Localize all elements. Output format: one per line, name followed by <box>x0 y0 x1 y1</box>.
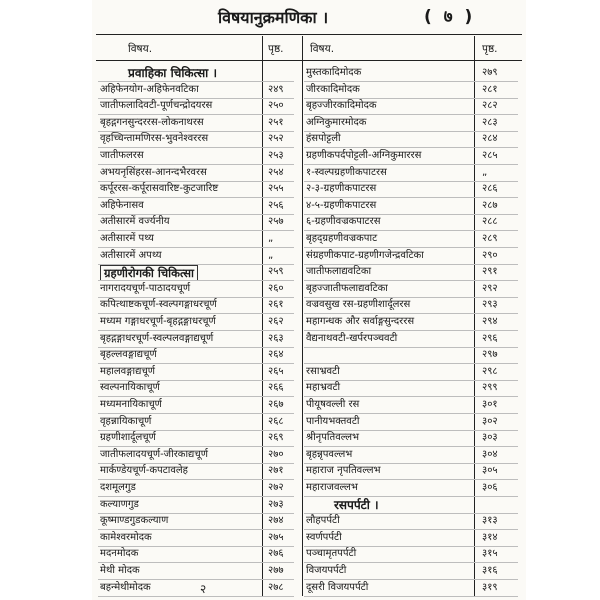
column-heading-subject-right: विषय. <box>310 43 335 55</box>
entry-page-number: २९२ <box>482 282 498 294</box>
row-divider <box>98 596 294 597</box>
entry-page-number: २९० <box>482 249 498 261</box>
entry-title: कपित्थाष्टकचूर्ण-स्वल्पगङ्गाधरचूर्ण <box>100 299 217 311</box>
entry-title: २-३-ग्रहणीकपाटरस <box>306 183 377 195</box>
entry-page-number: ३१९ <box>482 581 498 593</box>
entry-title: मेथी मोदक <box>100 565 140 576</box>
column-heading-page: पृष्ठ. <box>268 43 284 55</box>
entry-page-number: २५९ <box>268 266 284 278</box>
entry-title: अतीसारमें वर्ज्यनीय <box>100 216 170 228</box>
entry-page-number: २७६ <box>268 548 284 560</box>
entry-title: स्वर्णपर्पटी <box>306 531 342 543</box>
entry-page-number: ३०१ <box>482 399 498 410</box>
entry-page-number: „ <box>482 166 488 178</box>
section-heading: रसपर्पटी । <box>334 497 379 512</box>
entry-title: लौहपर्पटी <box>306 515 340 527</box>
entry-page-number: २९१ <box>482 266 498 278</box>
entry-title: अग्निकुमारमोदक <box>306 116 367 128</box>
entry-title: कर्पूररस-कर्पूरासवारिष्ट-कुटजारिष्ट <box>100 183 219 195</box>
entry-title: जातीफलादिवटी-पूर्णचन्द्रोदयरस <box>100 100 213 112</box>
entry-title: रसाभ्रवटी <box>306 365 340 377</box>
entry-title: ग्रहणीकपर्दपोट्टली-अग्निकुमाररस <box>306 150 422 161</box>
entry-page-number: २५१ <box>268 116 284 128</box>
entry-page-number: २६६ <box>268 382 284 394</box>
entry-title: जातीफलरस <box>100 150 144 161</box>
entry-page-number: २६४ <box>268 349 284 361</box>
entry-title: श्रीनृपतिवल्लभ <box>306 432 360 444</box>
entry-title: १-स्वल्पग्रहणीकपाटरस <box>306 166 387 178</box>
entry-page-number: २८५ <box>482 150 498 161</box>
entry-page-number: २७३ <box>268 498 284 510</box>
entry-title: बृहद्गङ्गाधरचूर्ण-स्वल्पलवङ्गाद्यचूर्ण <box>100 332 214 344</box>
entry-title: महाभ्रवटी <box>306 382 341 394</box>
entry-page-number: २६८ <box>268 415 284 427</box>
entry-page-number: २८७ <box>482 199 498 211</box>
entry-title: बृहल्लवङ्गाद्यचूर्ण <box>100 349 157 361</box>
entry-title: पीयूषवल्ली रस <box>306 399 360 410</box>
entry-page-number: २७९ <box>482 67 498 78</box>
entry-title: दशमूलगुड <box>100 482 136 493</box>
entry-page-number: २६० <box>268 282 284 294</box>
entry-page-number: २५५ <box>268 183 284 195</box>
entry-title: वैद्यनाथवटी-खर्परपञ्चवटी <box>306 332 398 344</box>
entry-title: स्वल्पनायिकाचूर्ण <box>100 382 160 394</box>
signature-mark: २ <box>200 582 207 596</box>
row-divider <box>304 596 518 597</box>
entry-title: मध्यमनायिकाचूर्ण <box>100 399 162 410</box>
entry-page-number: २५२ <box>268 133 284 145</box>
entry-page-number: ३१६ <box>482 565 498 576</box>
entry-page-number: २९७ <box>482 349 498 361</box>
entry-page-number: २९३ <box>482 299 498 311</box>
entry-page-number: २५७ <box>268 216 284 228</box>
entry-page-number: २५३ <box>268 150 284 161</box>
column-divider <box>302 36 303 596</box>
entry-title: नागरादयचूर्ण-पाठादयचूर्ण <box>100 282 191 294</box>
entry-page-number: २५४ <box>268 166 284 178</box>
entry-page-number: २५० <box>268 100 284 112</box>
entry-page-number: ३१४ <box>482 531 498 543</box>
entry-page-number: २६३ <box>268 332 284 344</box>
entry-title: पानीयभक्तवटी <box>306 415 360 427</box>
entry-title: मुस्तकादिमोदक <box>306 67 362 78</box>
entry-title: अहिफेनयोग-अहिफेनवटिका <box>100 83 199 95</box>
entry-page-number: २७२ <box>268 482 284 493</box>
entry-page-number: २८६ <box>482 183 498 195</box>
entry-title: अभयनृसिंहरस-आनन्दभैरवरस <box>100 166 207 178</box>
entry-page-number: २८९ <box>482 233 498 244</box>
entry-title: बृहज्जीरकादिमोदक <box>306 100 377 112</box>
entry-title: हंसपोट्टली <box>306 133 341 145</box>
entry-title: कूष्माण्डगुडकल्याण <box>100 515 169 527</box>
entry-title: ग्रहणीशार्दूलचूर्ण <box>100 432 156 444</box>
entry-title: वृहच्चिन्तामणिरस-भुवनेश्वररस <box>100 133 209 145</box>
entry-title: दूसरी विजयपर्पटी <box>306 581 369 593</box>
entry-page-number: २६५ <box>268 365 284 377</box>
entry-page-number: २६७ <box>268 399 284 410</box>
entry-page-number: २८३ <box>482 116 498 128</box>
entry-title: महालवङ्गाद्यचूर्ण <box>100 365 156 377</box>
entry-title: मार्कण्डेयचूर्ण-कपटावलेह <box>100 465 188 477</box>
entry-page-number: २९९ <box>482 382 498 394</box>
entry-page-number: ३०२ <box>482 415 498 427</box>
entry-title: कल्याणगुड <box>100 498 139 510</box>
entry-title: अतीसारमें अपथ्य <box>100 249 162 261</box>
entry-title: बृहन्नृपवल्लभ <box>306 448 353 460</box>
entry-title: महाराजवल्लभ <box>306 482 358 493</box>
entry-page-number: ३१३ <box>482 515 498 527</box>
entry-page-number: २८४ <box>482 133 498 145</box>
entry-page-number: २८१ <box>482 83 498 95</box>
entry-page-number: २९८ <box>482 365 498 377</box>
header-rule <box>96 60 522 61</box>
entry-page-number: २५६ <box>268 199 284 211</box>
entry-page-number: २६१ <box>268 299 284 311</box>
section-heading: प्रवाहिका चिकित्सा । <box>128 66 218 80</box>
entry-page-number: ३१५ <box>482 548 498 560</box>
page-number: ( ७ ) <box>424 7 476 27</box>
entry-title: पञ्चामृतपर्पटी <box>306 548 357 560</box>
entry-page-number: ३०५ <box>482 465 498 477</box>
page <box>92 0 526 600</box>
entry-page-number: २८२ <box>482 100 498 112</box>
column-heading-subject: विषय. <box>128 43 153 55</box>
entry-title: वज्रवसुख रस-ग्रहणीशार्दूलरस <box>306 299 411 311</box>
entry-page-number: „ <box>268 233 274 244</box>
entry-title: अहिफेनासव <box>100 199 144 211</box>
entry-page-number: २७८ <box>268 581 284 593</box>
entry-page-number: २९६ <box>482 332 498 344</box>
entry-title: ६-ग्रहणीवज्रकपाटरस <box>306 216 381 228</box>
entry-title: जातीफलाद्यवटिका <box>306 266 372 278</box>
top-rule <box>96 34 522 35</box>
entry-title: संग्रहणीकपाट-ग्रहणीगजेन्द्रवटिका <box>306 249 424 261</box>
entry-title: अतीसारमें पथ्य <box>100 233 154 244</box>
entry-page-number: २६२ <box>268 316 284 327</box>
entry-page-number: २८८ <box>482 216 498 228</box>
entry-title: बृहद्गगनसुन्दररस-लोकनाथरस <box>100 116 204 128</box>
entry-page-number: २९४ <box>482 316 498 327</box>
page-header <box>92 4 526 30</box>
entry-title: बृहद्ग्रहणीवज्रकपाट <box>306 233 378 244</box>
entry-page-number: २७० <box>268 448 284 460</box>
entry-title: मदनमोदक <box>100 548 139 560</box>
entry-title: विजयपर्पटी <box>306 565 347 576</box>
entry-page-number: ३०४ <box>482 448 498 460</box>
entry-title: ४-५-ग्रहणीकपाटरस <box>306 199 377 211</box>
entry-page-number: २७७ <box>268 565 284 576</box>
entry-page-number: „ <box>268 249 274 261</box>
entry-title: महाराज नृपतिवल्लभ <box>306 465 381 477</box>
entry-page-number: २४९ <box>268 83 284 95</box>
column-heading-page-right: पृष्ठ. <box>482 43 498 55</box>
entry-title: महागन्धक और सर्वाङ्गसुन्दररस <box>306 316 415 327</box>
entry-page-number: ३०३ <box>482 432 498 444</box>
page-title: विषयानुक्रमणिका । <box>218 8 329 27</box>
entry-page-number: ३०६ <box>482 482 498 493</box>
entry-title: वृहन्नायिकाचूर्ण <box>100 415 152 427</box>
entry-page-number: २७४ <box>268 515 284 527</box>
section-heading: ग्रहणीरोगकी चिकित्सा <box>100 265 198 281</box>
entry-page-number: २७५ <box>268 531 284 543</box>
entry-page-number: २७१ <box>268 465 284 477</box>
entry-title: कामेश्वरमोदक <box>100 531 152 543</box>
entry-title: बृहज्जातीफलाद्यवटिका <box>306 282 388 294</box>
entry-title: जीरकादिमोदक <box>306 83 360 95</box>
entry-title: जातीफलादयचूर्ण-जीरकाद्यचूर्ण <box>100 448 208 460</box>
entry-title: मध्यम गङ्गाधरचूर्ण-बृहद्गङ्गाधरचूर्ण <box>100 316 216 327</box>
entry-title: बहन्मेथीमोदक <box>100 581 151 593</box>
entry-page-number: २६९ <box>268 432 284 444</box>
